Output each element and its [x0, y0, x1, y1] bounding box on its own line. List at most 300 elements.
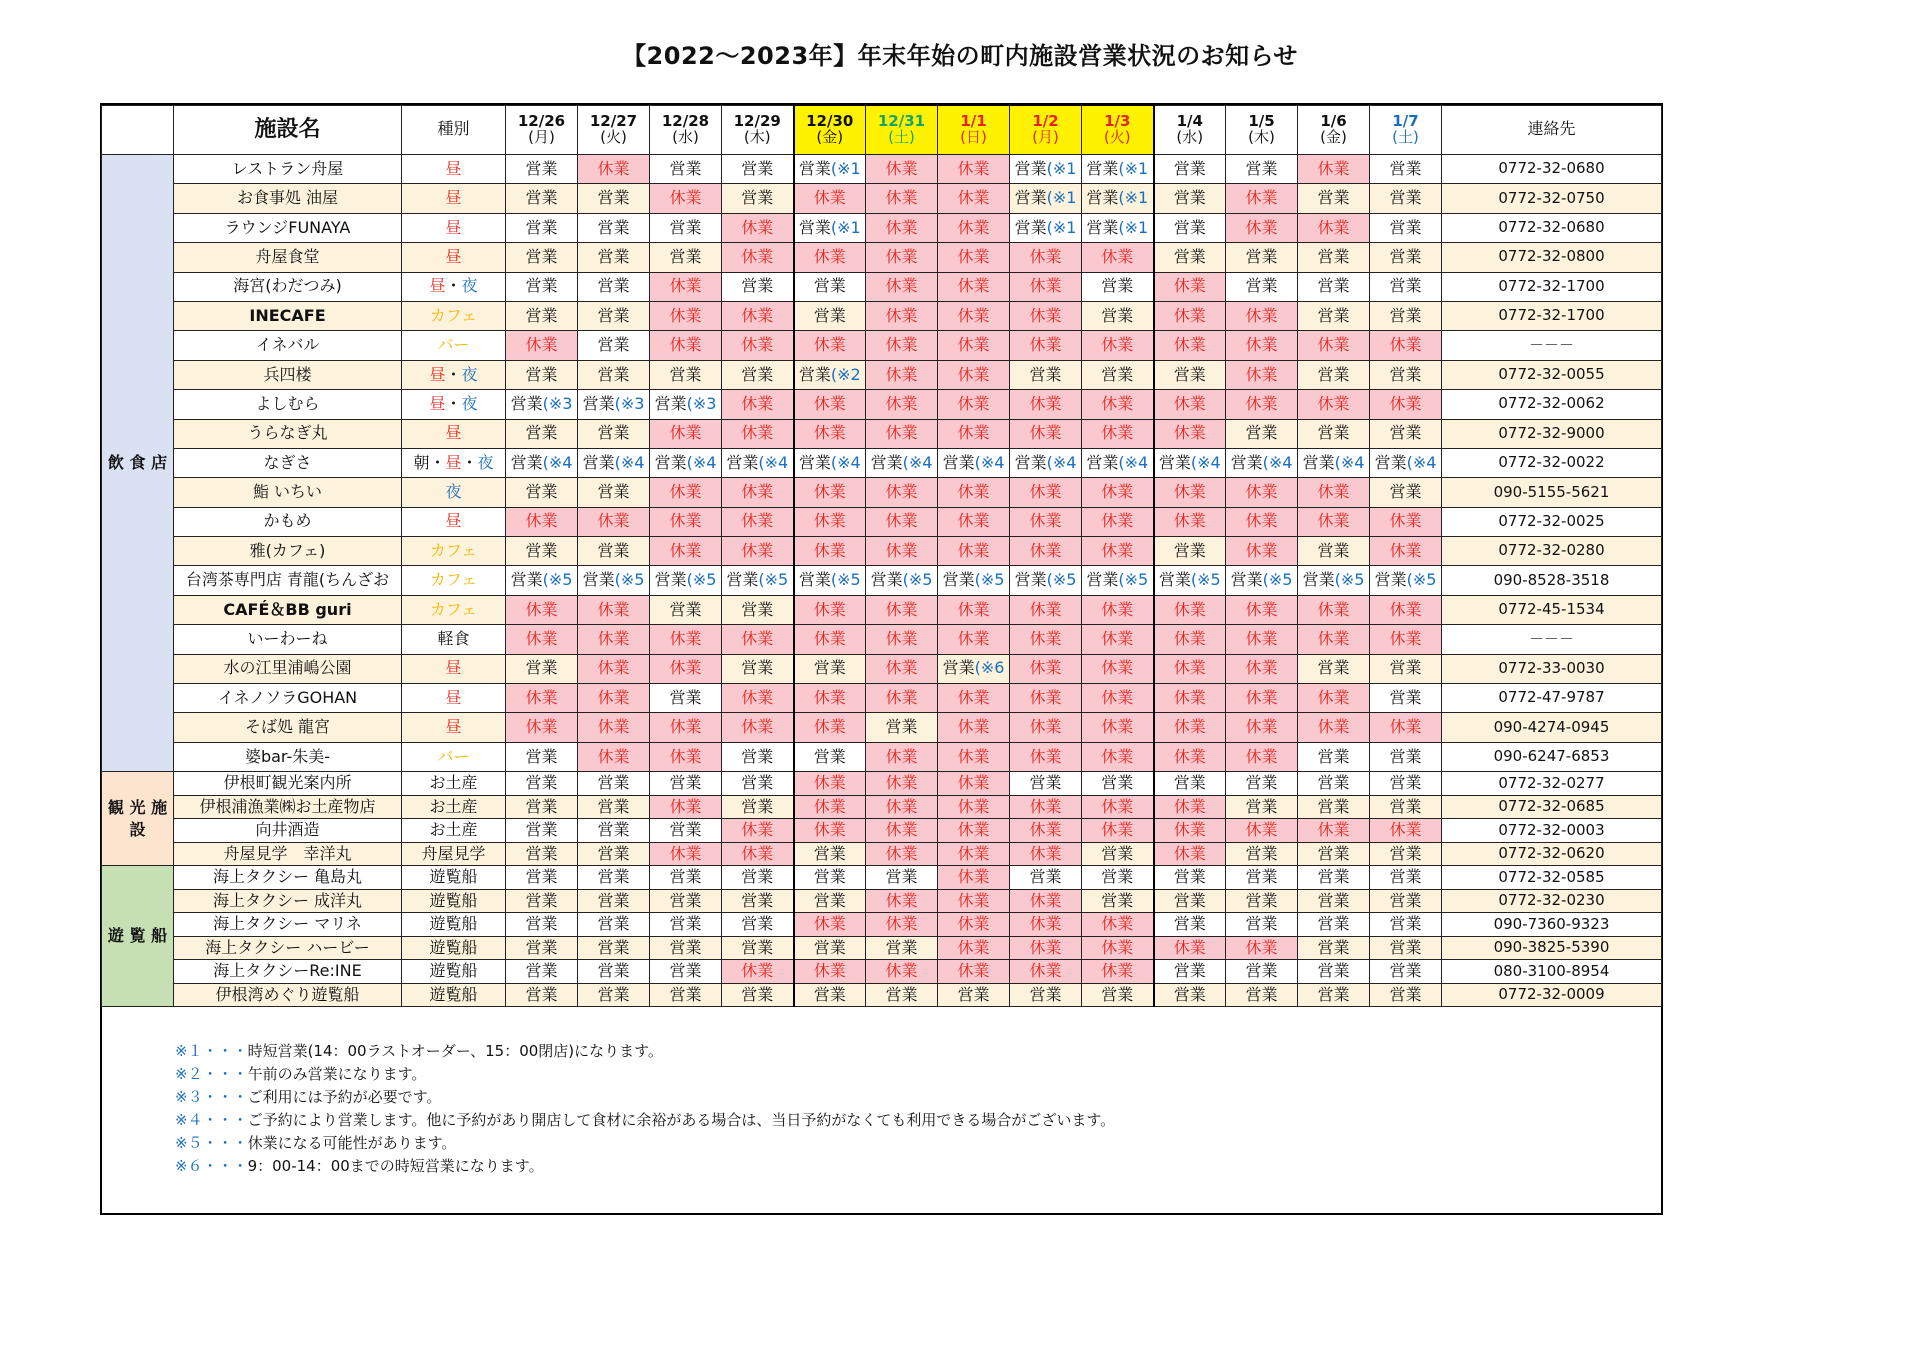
status-closed — [722, 684, 794, 713]
status-open — [578, 960, 650, 984]
facility-name: 舟屋見学 幸洋丸 — [174, 842, 402, 866]
status-closed — [1298, 390, 1370, 419]
facility-name: 婆bar-朱美- — [174, 742, 402, 771]
status-open — [506, 478, 578, 507]
status-label: 営業 — [1086, 158, 1119, 178]
status-open — [506, 213, 578, 242]
status-open — [1370, 866, 1442, 890]
status-open — [506, 960, 578, 984]
status-open — [866, 713, 938, 742]
status-open — [1082, 566, 1154, 595]
status-open — [1082, 272, 1154, 301]
status-closed — [938, 684, 1010, 713]
status-open — [506, 913, 578, 937]
status-label: 営業 — [1173, 364, 1206, 384]
status-note: (※5 — [614, 570, 645, 590]
facility-type — [402, 507, 506, 536]
status-closed — [1226, 537, 1298, 566]
status-note: (※5 — [1118, 570, 1149, 590]
status-label: 営業 — [1317, 961, 1350, 981]
status-label: 休業 — [957, 305, 990, 325]
status-open — [1226, 772, 1298, 796]
status-closed — [1010, 625, 1082, 654]
status-label: 営業 — [741, 984, 774, 1004]
status-label: 営業 — [1389, 246, 1422, 266]
status-open — [1370, 913, 1442, 937]
status-label: 休業 — [741, 423, 774, 443]
facility-name: かもめ — [174, 507, 402, 536]
status-open — [1082, 889, 1154, 913]
status-label: 休業 — [957, 393, 990, 413]
status-closed — [866, 625, 938, 654]
status-closed — [1370, 625, 1442, 654]
status-open — [1082, 155, 1154, 184]
status-label: 営業 — [1014, 188, 1047, 208]
status-closed — [722, 213, 794, 242]
type-part: 夜 — [461, 393, 478, 413]
status-label: 休業 — [597, 158, 630, 178]
status-label: 営業 — [1230, 570, 1263, 590]
status-note: (※4 — [974, 452, 1005, 472]
type-part: カフェ — [429, 540, 478, 560]
status-open — [578, 795, 650, 819]
status-open — [794, 272, 866, 301]
status-note: (※1 — [1046, 158, 1077, 178]
status-closed — [1082, 654, 1154, 683]
facility-name: 海上タクシー ハービー — [174, 936, 402, 960]
facility-phone: 0772-32-0277 — [1442, 772, 1662, 796]
status-closed — [1010, 301, 1082, 330]
status-label: 休業 — [525, 629, 558, 649]
status-open — [506, 866, 578, 890]
status-closed — [1370, 390, 1442, 419]
status-label: 休業 — [1389, 629, 1422, 649]
status-label: 営業 — [1101, 984, 1134, 1004]
status-closed — [866, 819, 938, 843]
facility-name: イネバル — [174, 331, 402, 360]
status-closed — [794, 819, 866, 843]
status-closed — [866, 419, 938, 448]
table-row — [102, 960, 1662, 984]
status-label: 営業 — [1389, 188, 1422, 208]
status-closed — [722, 960, 794, 984]
status-label: 休業 — [1245, 658, 1278, 678]
status-note: (※4 — [686, 452, 717, 472]
type-part: カフェ — [429, 599, 478, 619]
status-open — [578, 983, 650, 1007]
status-open — [1154, 155, 1226, 184]
status-closed — [722, 842, 794, 866]
status-label: 営業 — [525, 305, 558, 325]
status-label: 休業 — [1029, 246, 1062, 266]
facility-phone: 090-3825-5390 — [1442, 936, 1662, 960]
header-contact: 連絡先 — [1442, 105, 1662, 155]
status-open — [722, 983, 794, 1007]
status-closed — [1010, 889, 1082, 913]
status-label: 営業 — [1086, 452, 1119, 472]
status-closed — [1010, 390, 1082, 419]
status-label: 休業 — [525, 511, 558, 531]
table-row — [102, 390, 1662, 419]
status-label: 休業 — [885, 511, 918, 531]
status-open — [506, 889, 578, 913]
status-label: 休業 — [813, 629, 846, 649]
status-label: 営業 — [597, 246, 630, 266]
facility-name: 雅(カフェ) — [174, 537, 402, 566]
status-open — [1226, 889, 1298, 913]
header-date: 1/4 — [1176, 112, 1203, 130]
status-closed — [1226, 625, 1298, 654]
type-part: 昼 — [445, 246, 462, 266]
status-label: 休業 — [1245, 937, 1278, 957]
status-label: 営業 — [1317, 843, 1350, 863]
facility-type — [402, 625, 506, 654]
status-label: 営業 — [813, 305, 846, 325]
facility-name: INECAFE — [174, 301, 402, 330]
status-label: 休業 — [1029, 961, 1062, 981]
status-closed — [1298, 155, 1370, 184]
facility-name: 伊根町観光案内所 — [174, 772, 402, 796]
type-part: 夜 — [461, 364, 478, 384]
status-open — [722, 155, 794, 184]
status-label: 営業 — [597, 914, 630, 934]
status-open — [506, 419, 578, 448]
status-closed — [506, 595, 578, 624]
table-row — [102, 360, 1662, 389]
status-label: 休業 — [813, 796, 846, 816]
status-closed — [938, 331, 1010, 360]
status-closed — [1226, 507, 1298, 536]
header-date-12-29 — [722, 105, 794, 155]
status-label: 休業 — [957, 890, 990, 910]
status-label: 営業 — [597, 276, 630, 296]
status-closed — [866, 960, 938, 984]
footnote-line — [175, 1155, 1115, 1178]
status-closed — [1370, 507, 1442, 536]
status-closed — [1154, 595, 1226, 624]
type-part: ・ — [461, 452, 478, 472]
status-closed — [938, 772, 1010, 796]
type-part: 昼 — [429, 276, 446, 296]
status-label: 営業 — [1245, 914, 1278, 934]
status-label: 営業 — [654, 570, 687, 590]
facility-phone: 090-7360-9323 — [1442, 913, 1662, 937]
status-label: 休業 — [1029, 276, 1062, 296]
status-label: 営業 — [1317, 914, 1350, 934]
status-label: 営業 — [885, 937, 918, 957]
status-label: 休業 — [741, 629, 774, 649]
status-closed — [1010, 478, 1082, 507]
status-label: 休業 — [1173, 937, 1206, 957]
status-label: 営業 — [669, 961, 702, 981]
status-open — [1154, 960, 1226, 984]
status-label: 休業 — [1029, 482, 1062, 502]
status-label: 休業 — [1173, 746, 1206, 766]
status-note: (※5 — [1406, 570, 1437, 590]
footnote-mark: ※２・・・ — [175, 1065, 248, 1083]
status-open — [650, 889, 722, 913]
status-open — [1082, 866, 1154, 890]
status-open — [650, 983, 722, 1007]
status-closed — [1010, 713, 1082, 742]
status-closed — [938, 595, 1010, 624]
table-row — [102, 537, 1662, 566]
status-open — [650, 595, 722, 624]
table-row — [102, 654, 1662, 683]
status-label: 営業 — [741, 937, 774, 957]
status-label: 休業 — [885, 423, 918, 443]
status-label: 営業 — [1158, 452, 1191, 472]
status-label: 休業 — [1029, 717, 1062, 737]
status-label: 休業 — [525, 687, 558, 707]
status-closed — [1298, 595, 1370, 624]
status-closed — [938, 742, 1010, 771]
status-closed — [1226, 301, 1298, 330]
status-closed — [1298, 331, 1370, 360]
status-label: 休業 — [597, 511, 630, 531]
status-label: 休業 — [525, 599, 558, 619]
status-label: 営業 — [654, 452, 687, 472]
status-closed — [1298, 684, 1370, 713]
status-label: 営業 — [1389, 276, 1422, 296]
status-label: 休業 — [1245, 511, 1278, 531]
status-note: (※4 — [830, 452, 861, 472]
page-title: 【2022～2023年】年末年始の町内施設営業状況のお知らせ — [622, 42, 1298, 70]
footnotes — [175, 1040, 1115, 1178]
status-label: 営業 — [1173, 540, 1206, 560]
status-open — [506, 936, 578, 960]
status-label: 休業 — [1173, 423, 1206, 443]
status-label: 休業 — [669, 717, 702, 737]
status-label: 休業 — [669, 511, 702, 531]
table-row — [102, 448, 1662, 477]
status-open — [1226, 842, 1298, 866]
status-closed — [1370, 537, 1442, 566]
status-closed — [506, 507, 578, 536]
status-label: 営業 — [1014, 217, 1047, 237]
status-label: 休業 — [1245, 687, 1278, 707]
status-closed — [794, 184, 866, 213]
status-closed — [1370, 331, 1442, 360]
status-label: 休業 — [741, 335, 774, 355]
table-row — [102, 478, 1662, 507]
header-date-1-4 — [1154, 105, 1226, 155]
status-label: 休業 — [741, 393, 774, 413]
status-open — [1298, 243, 1370, 272]
status-note: (※5 — [686, 570, 717, 590]
status-label: 営業 — [525, 937, 558, 957]
status-label: 営業 — [1389, 914, 1422, 934]
footnote-text: 9：00-14：00までの時短営業になります。 — [247, 1157, 544, 1175]
status-open — [722, 566, 794, 595]
status-label: 休業 — [1317, 599, 1350, 619]
status-label: 休業 — [885, 158, 918, 178]
status-label: 営業 — [669, 364, 702, 384]
status-open — [722, 742, 794, 771]
status-label: 休業 — [1389, 820, 1422, 840]
status-label: 営業 — [597, 890, 630, 910]
header-weekday: (月) — [1032, 128, 1059, 146]
status-closed — [1226, 936, 1298, 960]
status-open — [1154, 772, 1226, 796]
status-open — [722, 360, 794, 389]
status-label: 営業 — [1245, 867, 1278, 887]
type-part: カフェ — [429, 305, 478, 325]
status-label: 休業 — [597, 599, 630, 619]
status-open — [506, 742, 578, 771]
status-label: 休業 — [885, 843, 918, 863]
status-label: 営業 — [1317, 658, 1350, 678]
status-label: 営業 — [1317, 246, 1350, 266]
status-closed — [938, 478, 1010, 507]
status-label: 営業 — [1389, 796, 1422, 816]
status-open — [1226, 983, 1298, 1007]
status-note: (※1 — [1046, 188, 1077, 208]
status-open — [578, 213, 650, 242]
header-date: 1/6 — [1320, 112, 1347, 130]
status-label: 営業 — [597, 305, 630, 325]
status-closed — [794, 507, 866, 536]
header-date: 1/7 — [1392, 112, 1419, 130]
status-open — [1010, 448, 1082, 477]
table-row — [102, 866, 1662, 890]
status-note: (※3 — [614, 393, 645, 413]
category-boat: 遊 覧 船 — [102, 866, 174, 1007]
status-closed — [866, 360, 938, 389]
status-label: 営業 — [741, 796, 774, 816]
status-label: 営業 — [1086, 217, 1119, 237]
facility-phone: 0772-32-0620 — [1442, 842, 1662, 866]
status-closed — [866, 537, 938, 566]
status-closed — [722, 390, 794, 419]
status-label: 営業 — [597, 843, 630, 863]
status-closed — [794, 625, 866, 654]
table-row — [102, 795, 1662, 819]
status-label: 営業 — [597, 540, 630, 560]
status-closed — [938, 842, 1010, 866]
status-open — [506, 184, 578, 213]
type-part: 昼 — [445, 511, 462, 531]
status-open — [1226, 566, 1298, 595]
status-label: 営業 — [957, 984, 990, 1004]
type-part: ・ — [445, 364, 462, 384]
status-closed — [794, 684, 866, 713]
status-label: 営業 — [1245, 158, 1278, 178]
status-label: 営業 — [1374, 452, 1407, 472]
type-part: 遊覧船 — [429, 914, 478, 934]
status-label: 営業 — [1245, 773, 1278, 793]
status-label: 休業 — [957, 773, 990, 793]
status-label: 営業 — [525, 158, 558, 178]
status-open — [578, 331, 650, 360]
type-part: 昼 — [429, 364, 446, 384]
table-row — [102, 842, 1662, 866]
facility-name: そば処 龍宮 — [174, 713, 402, 742]
status-label: 営業 — [1389, 305, 1422, 325]
facility-type — [402, 713, 506, 742]
status-label: 休業 — [1101, 658, 1134, 678]
status-closed — [650, 842, 722, 866]
status-label: 休業 — [1173, 305, 1206, 325]
status-closed — [1154, 419, 1226, 448]
status-label: 休業 — [813, 914, 846, 934]
status-closed — [1010, 819, 1082, 843]
header-weekday: (火) — [1103, 128, 1131, 146]
footnote-line — [175, 1109, 1115, 1132]
status-label: 休業 — [885, 820, 918, 840]
status-open — [1226, 913, 1298, 937]
table-row — [102, 566, 1662, 595]
footnote-line — [175, 1040, 1115, 1063]
type-part: カフェ — [429, 570, 478, 590]
status-open — [1370, 889, 1442, 913]
status-label: 営業 — [813, 890, 846, 910]
status-label: 休業 — [1173, 276, 1206, 296]
status-closed — [1370, 819, 1442, 843]
status-label: 営業 — [510, 393, 543, 413]
status-label: 営業 — [1014, 452, 1047, 472]
status-label: 営業 — [597, 423, 630, 443]
status-closed — [938, 272, 1010, 301]
status-note: (※5 — [758, 570, 789, 590]
status-label: 休業 — [957, 276, 990, 296]
facility-type — [402, 654, 506, 683]
status-closed — [1082, 595, 1154, 624]
status-open — [578, 184, 650, 213]
status-open — [578, 936, 650, 960]
header-date: 1/3 — [1104, 112, 1131, 131]
facility-phone: 090-6247-6853 — [1442, 742, 1662, 771]
status-label: 営業 — [1101, 843, 1134, 863]
status-open — [1010, 184, 1082, 213]
status-open — [1370, 301, 1442, 330]
status-closed — [794, 913, 866, 937]
status-label: 休業 — [1101, 423, 1134, 443]
status-note: (※5 — [1190, 570, 1221, 590]
status-open — [1370, 566, 1442, 595]
status-open — [506, 772, 578, 796]
status-open — [1298, 360, 1370, 389]
status-label: 休業 — [1245, 820, 1278, 840]
status-label: 営業 — [1014, 570, 1047, 590]
facility-name: イネノソラGOHAN — [174, 684, 402, 713]
header-type: 種別 — [402, 105, 506, 155]
status-closed — [1298, 213, 1370, 242]
status-closed — [578, 155, 650, 184]
status-open — [1226, 448, 1298, 477]
status-label: 営業 — [1086, 570, 1119, 590]
status-label: 休業 — [885, 914, 918, 934]
status-label: 営業 — [669, 820, 702, 840]
status-closed — [722, 537, 794, 566]
footnote-mark: ※４・・・ — [175, 1111, 248, 1129]
facility-name: 兵四楼 — [174, 360, 402, 389]
table-row — [102, 243, 1662, 272]
status-label: 営業 — [1317, 890, 1350, 910]
status-open — [1154, 537, 1226, 566]
status-closed — [1226, 819, 1298, 843]
status-closed — [650, 301, 722, 330]
status-closed — [1298, 507, 1370, 536]
table-row — [102, 301, 1662, 330]
facility-phone: 0772-32-1700 — [1442, 301, 1662, 330]
status-label: 営業 — [798, 570, 831, 590]
type-part: バー — [437, 746, 470, 766]
table-row — [102, 595, 1662, 624]
status-note: (※3 — [686, 393, 717, 413]
status-closed — [650, 272, 722, 301]
header-weekday: (日) — [960, 128, 987, 146]
